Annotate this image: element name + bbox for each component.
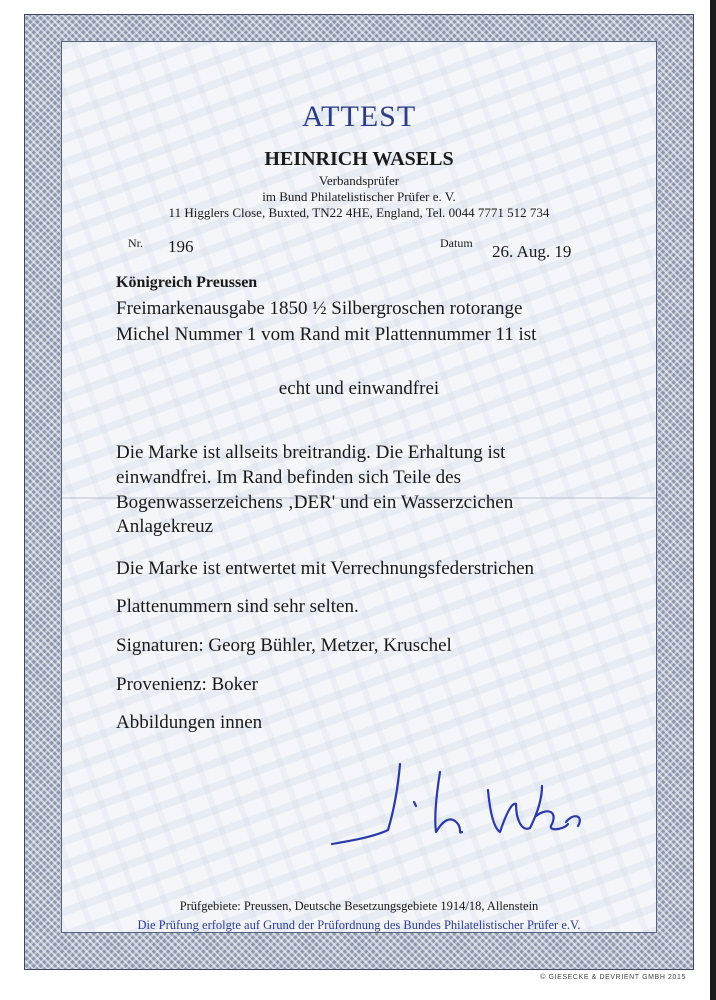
certificate-border	[24, 14, 694, 970]
verdict: echt und einwandfrei	[278, 378, 440, 399]
cancellation-note: Die Marke ist entwertet mit Verrechnungsfederstrichen	[116, 558, 535, 579]
certificate-number: 196	[168, 237, 194, 256]
condition-line2: einwandfrei. Im Rand befinden sich Teile des	[116, 467, 461, 488]
examiner-name: HEINRICH WASELS	[264, 148, 454, 170]
condition-line1: Die Marke ist allseits breitrandig. Die Erhaltung ist	[116, 442, 506, 463]
signatures-note: Signaturen: Georg Bühler, Metzer, Kruschel	[116, 635, 452, 656]
datum-label: Datum	[440, 236, 473, 250]
examination-regulation: Die Prüfung erfolgte auf Grund der Prüfordnung des Bundes Philatelistischer Prüfer e.V.	[137, 918, 581, 932]
illustrations-note: Abbildungen innen	[116, 712, 263, 733]
stamp-country: Königreich Preussen	[116, 274, 258, 291]
condition-line4: Anlagekreuz	[116, 516, 214, 537]
printer-imprint: © GIESECKE & DEVRIENT GMBH 2015	[540, 974, 686, 981]
nr-label: Nr.	[128, 236, 143, 250]
certificate-body	[61, 41, 657, 933]
certificate-title: ATTEST	[301, 100, 417, 133]
examiner-address: 11 Higglers Close, Buxted, TN22 4HE, England, Tel. 0044 7771 512 734	[168, 205, 550, 220]
rarity-note: Plattenummern sind sehr selten.	[116, 596, 359, 617]
scan-edge	[710, 0, 716, 1000]
examination-areas: Prüfgebiete: Preussen, Deutsche Besetzungsgebiete 1914/18, Allenstein	[179, 899, 539, 913]
stamp-description-line2: Michel Nummer 1 vom Rand mit Plattennummer 11 ist	[116, 324, 537, 345]
examiner-role: Verbandsprüfer	[318, 173, 400, 188]
certificate-date: 26. Aug. 19	[492, 242, 572, 261]
association: im Bund Philatelistischer Prüfer e. V.	[262, 189, 456, 204]
provenance-note: Provenienz: Boker	[116, 674, 258, 695]
handwritten-signature	[302, 742, 582, 852]
stamp-description-line1: Freimarkenausgabe 1850 ½ Silbergroschen rotorange	[116, 298, 523, 319]
condition-line3: Bogenwasserzeichens ‚DER' und ein Wasserzcichen	[116, 492, 514, 513]
